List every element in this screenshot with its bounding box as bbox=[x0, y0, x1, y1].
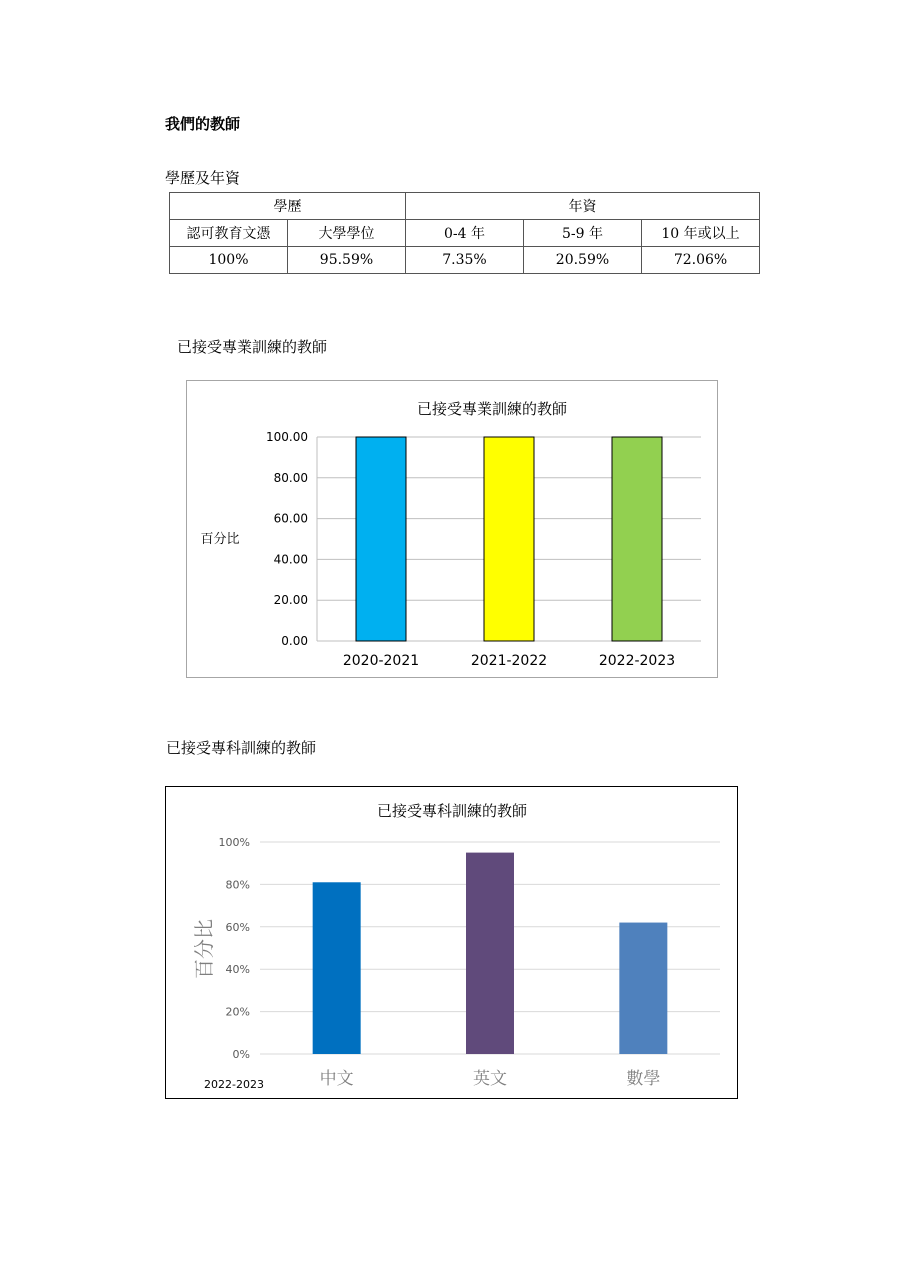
table-header-cell: 10 年或以上 bbox=[642, 220, 760, 247]
professional-training-chart bbox=[186, 380, 718, 678]
subject-training-chart-svg bbox=[166, 787, 737, 1098]
y-tick-label: 0.00 bbox=[281, 634, 308, 648]
y-tick-label: 60% bbox=[225, 920, 250, 934]
y-tick-label: 40.00 bbox=[273, 552, 308, 567]
table-group-header-seniority: 年資 bbox=[406, 193, 760, 220]
section-heading-qualifications: 學歷及年資 bbox=[165, 169, 241, 187]
x-category-label: 2020-2021 bbox=[342, 653, 420, 669]
subject-training-chart bbox=[165, 786, 738, 1099]
table-group-header-education: 學歷 bbox=[170, 193, 406, 220]
y-tick-label: 0% bbox=[232, 1048, 250, 1061]
table-row bbox=[170, 247, 760, 274]
table-group-header-row bbox=[170, 193, 760, 220]
x-category-label: 英文 bbox=[473, 1069, 507, 1089]
bar-中文 bbox=[313, 882, 361, 1054]
bar-2022-2023 bbox=[612, 437, 662, 641]
table-cell: 7.35% bbox=[406, 247, 524, 274]
y-tick-label: 60.00 bbox=[273, 511, 308, 526]
chart-annotation: 2022-2023 bbox=[204, 1078, 264, 1091]
table-cell: 95.59% bbox=[288, 247, 406, 274]
table-column-header-row bbox=[170, 220, 760, 247]
table-header-cell: 大學學位 bbox=[288, 220, 406, 247]
y-tick-label: 80% bbox=[225, 878, 250, 892]
bar-2020-2021 bbox=[356, 437, 406, 641]
table-cell: 20.59% bbox=[524, 247, 642, 274]
x-category-label: 數學 bbox=[626, 1069, 661, 1089]
x-category-label: 中文 bbox=[319, 1069, 354, 1089]
qualifications-table bbox=[169, 192, 760, 274]
y-tick-label: 40% bbox=[225, 963, 250, 977]
table-cell: 72.06% bbox=[642, 247, 760, 274]
section-heading-subject-training: 已接受專科訓練的教師 bbox=[166, 739, 317, 757]
table-header-cell: 0-4 年 bbox=[406, 220, 524, 247]
chart-title: 已接受專業訓練的教師 bbox=[416, 400, 568, 418]
bar-英文 bbox=[466, 853, 514, 1054]
x-category-label: 2021-2022 bbox=[470, 653, 548, 669]
page-title: 我們的教師 bbox=[165, 115, 241, 133]
y-tick-label: 100% bbox=[218, 836, 250, 849]
y-axis-label: 百分比 bbox=[200, 532, 240, 547]
x-category-label: 2022-2023 bbox=[598, 653, 676, 669]
chart-title: 已接受專科訓練的教師 bbox=[376, 802, 528, 820]
table-header-cell: 認可教育文憑 bbox=[170, 220, 288, 247]
professional-training-chart-svg bbox=[187, 381, 717, 677]
y-axis-label: 百分比 bbox=[192, 919, 216, 979]
y-tick-label: 100.00 bbox=[266, 430, 308, 444]
bar-數學 bbox=[619, 923, 667, 1054]
table-header-cell: 5-9 年 bbox=[524, 220, 642, 247]
section-heading-professional-training: 已接受專業訓練的教師 bbox=[177, 338, 328, 356]
y-tick-label: 20% bbox=[225, 1005, 250, 1019]
table-cell: 100% bbox=[170, 247, 288, 274]
y-tick-label: 20.00 bbox=[273, 593, 308, 608]
bar-2021-2022 bbox=[484, 437, 534, 641]
y-tick-label: 80.00 bbox=[273, 470, 308, 485]
